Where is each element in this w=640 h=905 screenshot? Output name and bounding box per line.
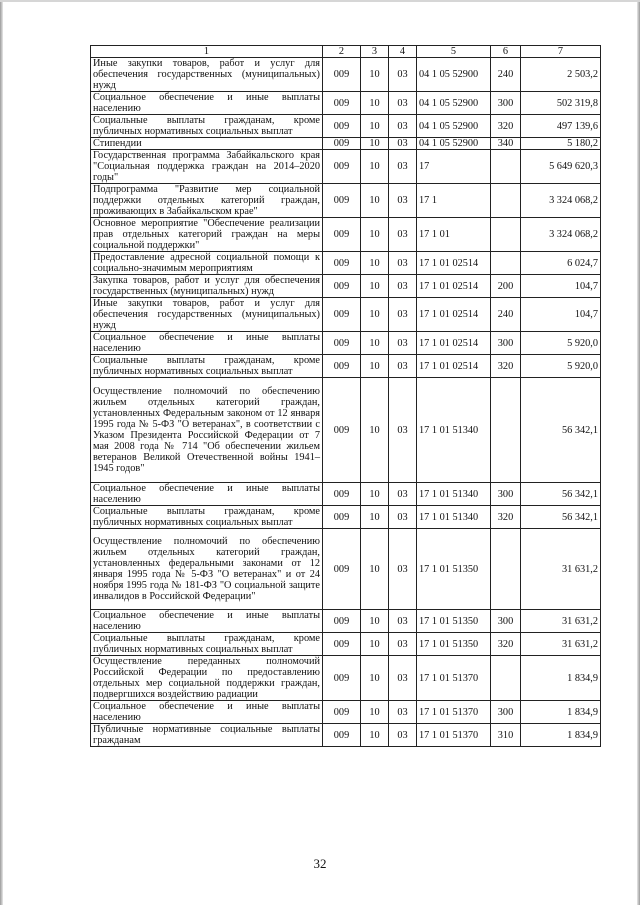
- row-col-3: 10: [361, 115, 389, 138]
- row-col-4: 03: [389, 656, 417, 701]
- row-col-4: 03: [389, 332, 417, 355]
- row-name: Социальные выплаты гражданам, кроме публичных нормативных социальных выплат: [91, 355, 323, 378]
- row-amount: 3 324 068,2: [521, 184, 601, 218]
- row-col-2: 009: [323, 92, 361, 115]
- table-row: [91, 506, 601, 529]
- row-expense-type: 320: [491, 355, 521, 378]
- row-col-4: 03: [389, 529, 417, 610]
- row-name: Иные закупки товаров, работ и услуг для обеспечения государственных (муниципальных) нужд: [91, 298, 323, 332]
- row-amount: 56 342,1: [521, 506, 601, 529]
- row-amount: 1 834,9: [521, 701, 601, 724]
- scan-edge-left: [0, 0, 3, 905]
- row-amount: 1 834,9: [521, 724, 601, 747]
- row-col-2: 009: [323, 724, 361, 747]
- row-col-3: 10: [361, 724, 389, 747]
- budget-table: [90, 45, 601, 747]
- row-expense-type: [491, 218, 521, 252]
- table-body: [91, 58, 601, 747]
- row-name: Социальные выплаты гражданам, кроме публичных нормативных социальных выплат: [91, 506, 323, 529]
- table-row: [91, 150, 601, 184]
- table-row: [91, 724, 601, 747]
- row-name: Публичные нормативные социальные выплаты гражданам: [91, 724, 323, 747]
- row-col-4: 03: [389, 355, 417, 378]
- header-col-2: 2: [323, 46, 361, 58]
- row-col-3: 10: [361, 355, 389, 378]
- row-col-3: 10: [361, 701, 389, 724]
- row-target-code: 17 1 01 02514: [417, 252, 491, 275]
- row-col-2: 009: [323, 701, 361, 724]
- row-col-4: 03: [389, 506, 417, 529]
- row-col-2: 009: [323, 378, 361, 483]
- table-row: [91, 378, 601, 483]
- table-row: [91, 58, 601, 92]
- header-col-5: 5: [417, 46, 491, 58]
- row-col-4: 03: [389, 298, 417, 332]
- row-expense-type: 320: [491, 633, 521, 656]
- row-amount: 497 139,6: [521, 115, 601, 138]
- row-expense-type: 300: [491, 610, 521, 633]
- row-amount: 2 503,2: [521, 58, 601, 92]
- row-expense-type: 240: [491, 298, 521, 332]
- row-name: Социальное обеспечение и иные выплаты населению: [91, 483, 323, 506]
- row-amount: 6 024,7: [521, 252, 601, 275]
- row-col-3: 10: [361, 92, 389, 115]
- row-target-code: 17 1 01 51340: [417, 483, 491, 506]
- row-col-2: 009: [323, 138, 361, 150]
- row-name: Основное мероприятие "Обеспечение реализации прав отдельных категорий граждан на меры социальной поддержки": [91, 218, 323, 252]
- row-expense-type: 300: [491, 332, 521, 355]
- row-name: Осуществление переданных полномочий Российской Федерации по предоставлению отдельных мер социальной поддержки граждан, подвергшихся воздействию радиации: [91, 656, 323, 701]
- table-row: [91, 633, 601, 656]
- row-target-code: 17 1 01 51350: [417, 610, 491, 633]
- table-row: [91, 275, 601, 298]
- row-col-3: 10: [361, 184, 389, 218]
- row-expense-type: 240: [491, 58, 521, 92]
- table-row: [91, 92, 601, 115]
- row-col-3: 10: [361, 298, 389, 332]
- row-name: Предоставление адресной социальной помощи к социально-значимым мероприятиям: [91, 252, 323, 275]
- row-expense-type: 320: [491, 115, 521, 138]
- row-target-code: 17 1 01 02514: [417, 332, 491, 355]
- row-col-4: 03: [389, 252, 417, 275]
- row-target-code: 04 1 05 52900: [417, 58, 491, 92]
- row-amount: 3 324 068,2: [521, 218, 601, 252]
- table-row: [91, 610, 601, 633]
- row-col-3: 10: [361, 275, 389, 298]
- table-row: [91, 701, 601, 724]
- row-target-code: 04 1 05 52900: [417, 115, 491, 138]
- row-name: Осуществление полномочий по обеспечению жильем отдельных категорий граждан, установленных Федеральным законом от 12 января 1995 года № 5-ФЗ "О ветеранах", в соответствии с Указом Президента Российской Федерации от 7 мая 2008 года № 714 "Об обеспечении жильем ветеранов Великой Отечественной войны 1941–1945 годов": [91, 378, 323, 483]
- row-amount: 5 180,2: [521, 138, 601, 150]
- row-amount: 5 920,0: [521, 332, 601, 355]
- row-amount: 31 631,2: [521, 529, 601, 610]
- row-name: Социальное обеспечение и иные выплаты населению: [91, 332, 323, 355]
- page-number: 32: [313, 856, 327, 871]
- row-name: Подпрограмма "Развитие мер социальной поддержки отдельных категорий граждан, проживающих в Забайкальском крае": [91, 184, 323, 218]
- row-col-2: 009: [323, 115, 361, 138]
- row-expense-type: 300: [491, 483, 521, 506]
- table-row: [91, 184, 601, 218]
- row-col-4: 03: [389, 610, 417, 633]
- row-amount: 56 342,1: [521, 483, 601, 506]
- row-col-2: 009: [323, 355, 361, 378]
- row-amount: 56 342,1: [521, 378, 601, 483]
- row-expense-type: [491, 378, 521, 483]
- row-target-code: 17 1 01 51350: [417, 633, 491, 656]
- row-amount: 502 319,8: [521, 92, 601, 115]
- row-col-2: 009: [323, 506, 361, 529]
- row-col-2: 009: [323, 298, 361, 332]
- row-expense-type: [491, 150, 521, 184]
- row-name: Социальные выплаты гражданам, кроме публичных нормативных социальных выплат: [91, 115, 323, 138]
- row-name: Социальное обеспечение и иные выплаты населению: [91, 610, 323, 633]
- row-col-2: 009: [323, 184, 361, 218]
- row-col-3: 10: [361, 610, 389, 633]
- row-amount: 104,7: [521, 275, 601, 298]
- row-expense-type: 300: [491, 701, 521, 724]
- row-col-2: 009: [323, 58, 361, 92]
- row-col-2: 009: [323, 150, 361, 184]
- row-col-3: 10: [361, 378, 389, 483]
- row-expense-type: 340: [491, 138, 521, 150]
- row-amount: 31 631,2: [521, 610, 601, 633]
- row-col-2: 009: [323, 529, 361, 610]
- table-row: [91, 656, 601, 701]
- row-col-3: 10: [361, 656, 389, 701]
- header-col-7: 7: [521, 46, 601, 58]
- row-target-code: 17 1 01 51370: [417, 724, 491, 747]
- row-amount: 5 920,0: [521, 355, 601, 378]
- row-name: Иные закупки товаров, работ и услуг для обеспечения государственных (муниципальных) нужд: [91, 58, 323, 92]
- row-col-2: 009: [323, 252, 361, 275]
- row-amount: 104,7: [521, 298, 601, 332]
- row-col-4: 03: [389, 483, 417, 506]
- table-row: [91, 218, 601, 252]
- row-col-4: 03: [389, 138, 417, 150]
- row-col-2: 009: [323, 332, 361, 355]
- table-row: [91, 529, 601, 610]
- row-target-code: 04 1 05 52900: [417, 138, 491, 150]
- row-name: Стипендии: [91, 138, 323, 150]
- row-name: Осуществление полномочий по обеспечению жильем отдельных категорий граждан, установленных федеральными законами от 12 января 1995 года № 5-ФЗ "О ветеранах" и от 24 ноября 1995 года № 181-ФЗ "О социальной защите инвалидов в Российской Федерации": [91, 529, 323, 610]
- table-row: [91, 483, 601, 506]
- row-name: Закупка товаров, работ и услуг для обеспечения государственных (муниципальных) нужд: [91, 275, 323, 298]
- table-row: [91, 252, 601, 275]
- row-target-code: 17 1 01 51340: [417, 506, 491, 529]
- row-col-2: 009: [323, 610, 361, 633]
- row-target-code: 04 1 05 52900: [417, 92, 491, 115]
- table-row: [91, 138, 601, 150]
- row-col-4: 03: [389, 184, 417, 218]
- row-col-4: 03: [389, 701, 417, 724]
- row-expense-type: [491, 252, 521, 275]
- row-col-4: 03: [389, 218, 417, 252]
- row-col-2: 009: [323, 633, 361, 656]
- row-target-code: 17 1: [417, 184, 491, 218]
- row-col-3: 10: [361, 332, 389, 355]
- row-col-2: 009: [323, 483, 361, 506]
- header-col-1: 1: [91, 46, 323, 58]
- row-col-2: 009: [323, 656, 361, 701]
- row-col-2: 009: [323, 275, 361, 298]
- row-expense-type: [491, 656, 521, 701]
- row-col-3: 10: [361, 506, 389, 529]
- row-amount: 1 834,9: [521, 656, 601, 701]
- row-target-code: 17 1 01 02514: [417, 355, 491, 378]
- table-header-row: [91, 46, 601, 58]
- row-col-4: 03: [389, 378, 417, 483]
- row-target-code: 17 1 01 02514: [417, 275, 491, 298]
- row-col-3: 10: [361, 483, 389, 506]
- row-target-code: 17: [417, 150, 491, 184]
- row-col-3: 10: [361, 58, 389, 92]
- row-target-code: 17 1 01 51340: [417, 378, 491, 483]
- row-col-3: 10: [361, 150, 389, 184]
- header-col-4: 4: [389, 46, 417, 58]
- row-expense-type: 200: [491, 275, 521, 298]
- row-col-3: 10: [361, 218, 389, 252]
- row-col-3: 10: [361, 529, 389, 610]
- row-col-3: 10: [361, 252, 389, 275]
- row-col-2: 009: [323, 218, 361, 252]
- row-col-4: 03: [389, 58, 417, 92]
- table-row: [91, 298, 601, 332]
- row-name: Социальные выплаты гражданам, кроме публичных нормативных социальных выплат: [91, 633, 323, 656]
- header-col-3: 3: [361, 46, 389, 58]
- row-amount: 5 649 620,3: [521, 150, 601, 184]
- row-name: Социальное обеспечение и иные выплаты населению: [91, 92, 323, 115]
- row-col-4: 03: [389, 115, 417, 138]
- row-target-code: 17 1 01 02514: [417, 298, 491, 332]
- row-col-4: 03: [389, 724, 417, 747]
- row-target-code: 17 1 01 51370: [417, 701, 491, 724]
- row-expense-type: [491, 529, 521, 610]
- row-target-code: 17 1 01: [417, 218, 491, 252]
- row-expense-type: 300: [491, 92, 521, 115]
- row-target-code: 17 1 01 51350: [417, 529, 491, 610]
- table-row: [91, 355, 601, 378]
- row-target-code: 17 1 01 51370: [417, 656, 491, 701]
- row-expense-type: 310: [491, 724, 521, 747]
- row-col-4: 03: [389, 633, 417, 656]
- scan-edge-top: [0, 0, 640, 2]
- table-row: [91, 115, 601, 138]
- header-col-6: 6: [491, 46, 521, 58]
- row-col-3: 10: [361, 138, 389, 150]
- row-name: Социальное обеспечение и иные выплаты населению: [91, 701, 323, 724]
- row-col-4: 03: [389, 150, 417, 184]
- row-expense-type: [491, 184, 521, 218]
- table-row: [91, 332, 601, 355]
- row-expense-type: 320: [491, 506, 521, 529]
- row-col-4: 03: [389, 275, 417, 298]
- row-amount: 31 631,2: [521, 633, 601, 656]
- row-col-3: 10: [361, 633, 389, 656]
- row-col-4: 03: [389, 92, 417, 115]
- row-name: Государственная программа Забайкальского края "Социальная поддержка граждан на 2014–2020 годы": [91, 150, 323, 184]
